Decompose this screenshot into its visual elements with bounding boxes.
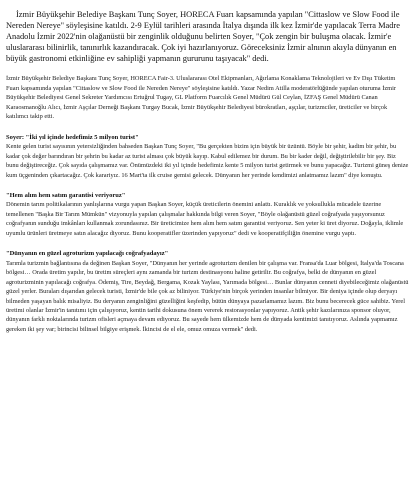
paragraph-gap (6, 122, 409, 133)
section-heading-tourist-target: Soyer: "İki yıl içinde hedefimiz 5 milyon turist" (6, 133, 139, 141)
article-lead: İzmir Büyükşehir Belediye Başkanı Tunç Soyer, HORECA Fuarı kapsamında yapılan "Cittaslow ve Slow Food ile Nereden Nereye" söyleşisine katıldı. 2-9 Eylül tarihleri arasında İtalya dışında ilk kez İzmir'de yapılacak Terra Madre Anadolu İzmir 2022'nin olağanüstü bir zenginlik olduğunu belirten Soyer, "Çok zengin bir buluşma olacak. İzmir'e uluslararası bilinirlik, tanınırlık kazandıracak. Çok iyi hazırlanıyoruz. Göreceksiniz İzmir alnının akıyla dünyanın en büyük gastronomi etkinliğine ev sahipliği yapmanın gururunu taşıyacak" dedi. (6, 10, 400, 64)
section-body-tourist-target: Kente gelen turist sayısının yetersizliğinden bahseden Başkan Tunç Soyer, "Bu gerçekten bizim için büyük bir üzüntü. Böyle bir şehir, kadim bir şehir, bu kadar çok değer barındıran bir şehrin bu kadar az turist alması çok büyük kayıp. Kabul edilemez bir durum. Bu bir kader değil, değiştirilebilir bir şey. Biz bunu değiştireceğiz. Çok sayıda çalışmamız var. Önümüzdeki iki yıl içinde hedefimiz kente 5 milyon turist getirmek ve bunu yapacağız. Turizmi güneş denize kum üçgeninden çıkartacağız. Çok karariyız. 16 Mart'ta ilk cruise gemisi gelecek. Dünyanın her yerinde kendimizi anlatmamız lazım" diye konuştu. (6, 143, 409, 179)
paragraph-gap (6, 180, 409, 191)
article-intro: İzmir Büyükşehir Belediye Başkanı Tunç Soyer, HORECA Fair-3. Uluslararası Otel Ekipmanları, Ağırlama Konaklama Teknolojileri ve Ev Dışı Tüketim Fuarı kapsamında yapılan "Cittaslow ve Slow Food ile Nereden Nereye" söyleşisine katıldı. Yazar Nedim Atilla moderatörlüğünde yapılan oturuma İzmir Büyükşehir Belediyesi Genel Sekreter Yardımcısı Ertuğrul Tugay, GL Platform Fuarcılık Genel Müdürü Gül Ceylan, İZFAŞ Genel Müdürü Canan Karaosmanoğlu Alıcı, İzmir Aşçılar Derneği Başkanı Turgay Bucak, İzmir Büyükşehir Belediyesi bürokratları, aşçılar, turizmciler, üreticiler ve birçok katılımcı takip etti. (6, 75, 396, 121)
section-heading-agrotourism: "Dünyanın en güzel agroturizm yapılacağı coğrafyadayız" (6, 250, 169, 258)
section-body-purchase-guarantee: Dönemin tarım politikalarının yanlışlarına vurgu yapan Başkan Soyer, küçük üreticilerin önemini anlattı. Kuraklık ve yoksullukla mücadele üzerine temellenen "Başka Bir Tarım Mümkün" vizyonuyla yapılan çalışmalar hakkında bilgi veren Soyer, "Böyle olağanüstü güzel coğrafyada yaşıyorsunuz coğrafyanın sunduğu imkânları kullanmak zorundasınız. Bir üreticimize hem alım hem satım garantisi veriyoruz. Sen yeter ki üret diyoruz. Doğayla, iklimle uyumlu ürünleri üretmeye satın alacağız diyoruz. Bunu kooperatifler üzerinden yapıyoruz" dedi ve kooperatifçiliğin önemine vurgu yaptı. (6, 201, 404, 237)
paragraph-gap (6, 238, 409, 249)
section-heading-purchase-guarantee: "Hem alım hem satım garantisi veriyoruz" (6, 192, 126, 199)
section-body-agrotourism: Tarımla turizmin bağlantısına da değinen Başkan Soyer, "Dünyanın her yerinde agroturizm denilen bir çalışma var. Fransa'da Luar bölgesi, İtalya'da Toscana bölgesi… Orada üretim yapılır, bu üretim süreçleri aynı zamanda bir turizm destinasyonu haline getirilir. Bu coğrafya, belki de dünyanın en güzel agroturizminin yapılacağı coğrafya. Ödemiş, Tire, Beydağ, Bergama, Kozak Yaylası, Yarımada bölgesi… Bunlar dünyanın cenneti diyebileceğimiz olağanüstü güzel yerler. Buraları dışarıdan gelecek turisti, İzmir'de bile çok az biliniyor. Türkiye'nin birçok yerinden insanlar bilmiyor. Bir deniya içinde olup deryayı bilmeden yaşayan balık misaliyiz. Bu deryanın zenginliğini güzelliğini keşfedip, bütün dünyaya pazarlamamız lazım. Biz bunu becerecek güce sahibiz. Yerel üretimi olanlar İzmir'in tanıtımı için çalışıyoruz, kentin tarihi dokusuna önem vererek restorasyonlar yapıyoruz. Antik şehir kazılarınıza sponsor oluyor, dünyanın farklı noktalarında turizm ofisleri açmaya devam ediyoruz. Bu sayede hem ülkemizde hem de dünyada kentimizi tanıtıyoruz. Aslında yapmamız gereken iki şey var; birincisi bilinsel bilgiye erişmek. İkincisi de el ele, omuz omuza vermek" dedi. (6, 259, 409, 333)
